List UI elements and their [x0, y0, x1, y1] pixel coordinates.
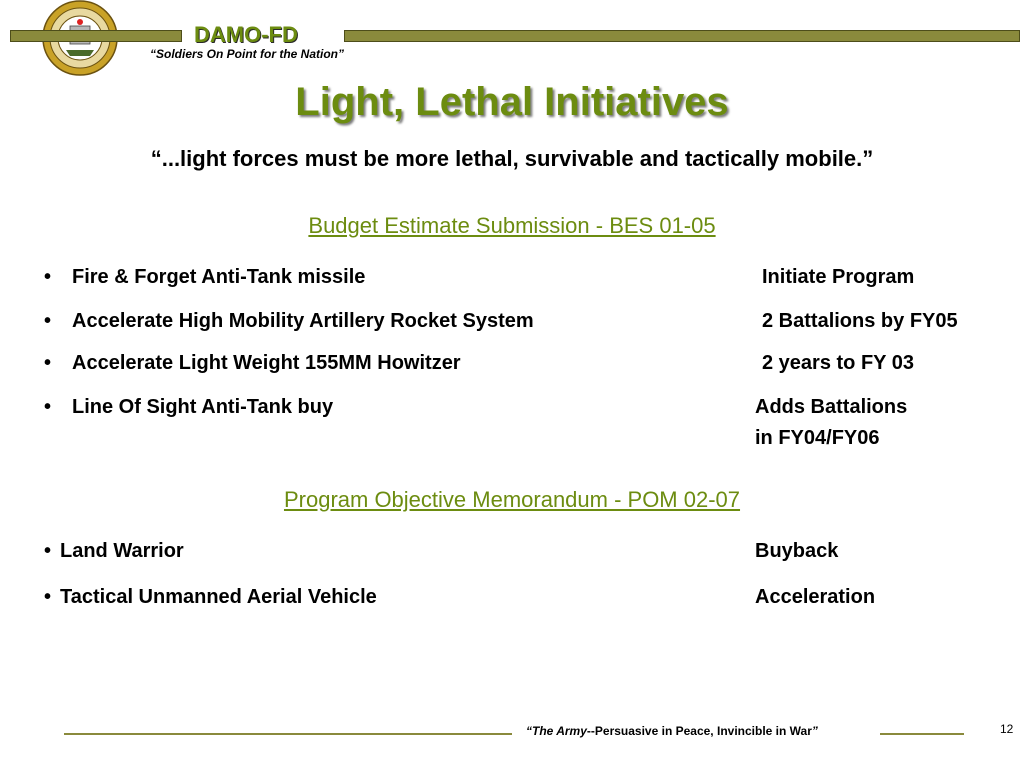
- bullet-icon: •: [44, 310, 52, 332]
- bes-item-status: Initiate Program: [762, 266, 915, 288]
- quote: “...light forces must be more lethal, survivable and tactically mobile.”: [150, 146, 874, 171]
- pom-item-label: Tactical Unmanned Aerial Vehicle: [60, 586, 377, 608]
- footer-rest: --Persuasive in Peace, Invincible in War: [586, 724, 812, 738]
- bes-heading: Budget Estimate Submission - BES 01-05: [308, 213, 716, 238]
- bes-item-status-line2: in FY04/FY06: [755, 427, 880, 449]
- bes-item-label: Line Of Sight Anti-Tank buy: [72, 396, 334, 418]
- page-number: 12: [1000, 722, 1014, 736]
- bullet-icon: •: [44, 266, 52, 288]
- footer-rule-left: [64, 733, 512, 735]
- footer-slogan: [526, 724, 818, 738]
- bullet-icon: •: [44, 352, 52, 374]
- pom-item-label: Land Warrior: [60, 540, 184, 562]
- header-bar-left: [10, 30, 182, 42]
- bullet-icon: •: [44, 396, 52, 418]
- pom-item-status: Buyback: [755, 540, 839, 562]
- header-bar-right: [344, 30, 1020, 42]
- bes-item-status: 2 years to FY 03: [762, 352, 914, 374]
- bes-item-label: Accelerate Light Weight 155MM Howitzer: [72, 352, 461, 374]
- org-name: DAMO-FD: [194, 22, 298, 47]
- bes-item-label: Fire & Forget Anti-Tank missile: [72, 266, 366, 288]
- footer-army: “The Army: [526, 724, 587, 738]
- pom-heading: Program Objective Memorandum - POM 02-07: [283, 487, 741, 512]
- footer-rule-right: [880, 733, 964, 735]
- pom-item-status: Acceleration: [755, 586, 876, 608]
- footer-close-quote: ”: [811, 724, 818, 738]
- bes-item-status: 2 Battalions by FY05: [762, 310, 958, 332]
- motto: “Soldiers On Point for the Nation”: [150, 47, 345, 61]
- bullet-icon: •: [44, 586, 52, 608]
- bes-item-label: Accelerate High Mobility Artillery Rocket System: [72, 310, 534, 332]
- page-title: Light, Lethal Initiatives: [295, 80, 729, 124]
- bes-item-status: Adds Battalions: [755, 396, 908, 418]
- bullet-icon: •: [44, 540, 52, 562]
